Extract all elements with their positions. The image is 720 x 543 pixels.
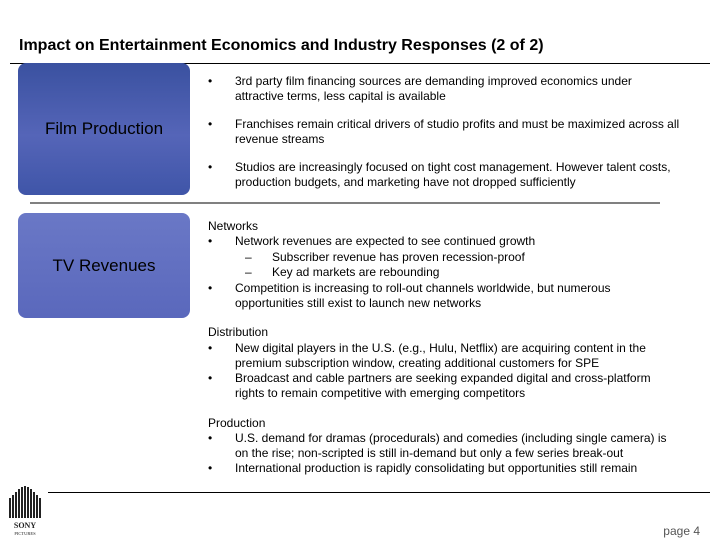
networks-bullet-text: Network revenues are expected to see continued growth [235,234,536,248]
footer-rule [48,492,710,493]
slide-title: Impact on Entertainment Economics and Industry Responses (2 of 2) [19,37,544,54]
networks-bullet-text: Competition is increasing to roll-out channels worldwide, but numerous opportunities still exist to launch new networks [235,281,611,310]
bullet-glyph: • [208,371,213,385]
dash-glyph: – [245,265,252,279]
bullet-glyph: • [208,281,213,295]
sony-pictures-logo-icon [3,484,47,538]
sony-pictures-logo [3,484,47,538]
svg-text:PICTURES: PICTURES [14,531,36,536]
bullet-glyph: • [208,341,213,355]
networks-sub-bullet-1 [245,250,525,265]
tv-revenues-label: TV Revenues [52,255,156,275]
bullet-glyph: • [208,461,213,475]
section-divider [30,202,660,204]
bullet-glyph: • [208,160,213,174]
bullet-glyph: • [208,431,213,445]
page-number: page 4 [663,524,700,538]
distribution-bullet-text: Broadcast and cable partners are seeking expanded digital and cross-platform rights to remain competitive with emerging competitors [235,371,651,400]
distribution-bullet-text: New digital players in the U.S. (e.g., Hulu, Netflix) are acquiring content in the premium subscription window, creating additional customers for SPE [235,341,646,370]
dash-glyph: – [245,250,252,264]
bullet-glyph: • [208,234,213,248]
film-bullet-text: 3rd party film financing sources are demanding improved economics under attractive terms, less capital is available [235,74,632,103]
sub-bullet-text: Key ad markets are rebounding [272,265,440,279]
networks-sub-bullet-2 [245,265,440,280]
sub-bullet-text: Subscriber revenue has proven recession-proof [272,250,525,264]
production-bullet-text: International production is rapidly consolidating but opportunities still remain [235,461,638,475]
film-bullet-text: Franchises remain critical drivers of studio profits and must be maximized across all revenue streams [235,117,680,146]
distribution-heading: Distribution [208,325,269,339]
film-production-box [18,63,190,195]
production-bullet-text: U.S. demand for dramas (procedurals) and comedies (including single camera) is on the rise; non-scripted is still in-demand but only a few series break-out [235,431,667,460]
bullet-glyph: • [208,74,213,88]
networks-heading: Networks [208,219,259,233]
tv-revenues-box [18,213,190,318]
film-bullet-text: Studios are increasingly focused on tight cost management. However talent costs, production budgets, and marketing have not dropped sufficiently [235,160,671,189]
svg-text:SONY: SONY [13,521,37,530]
bullet-glyph: • [208,117,213,131]
production-heading: Production [208,416,266,430]
film-production-label: Film Production [44,119,164,138]
